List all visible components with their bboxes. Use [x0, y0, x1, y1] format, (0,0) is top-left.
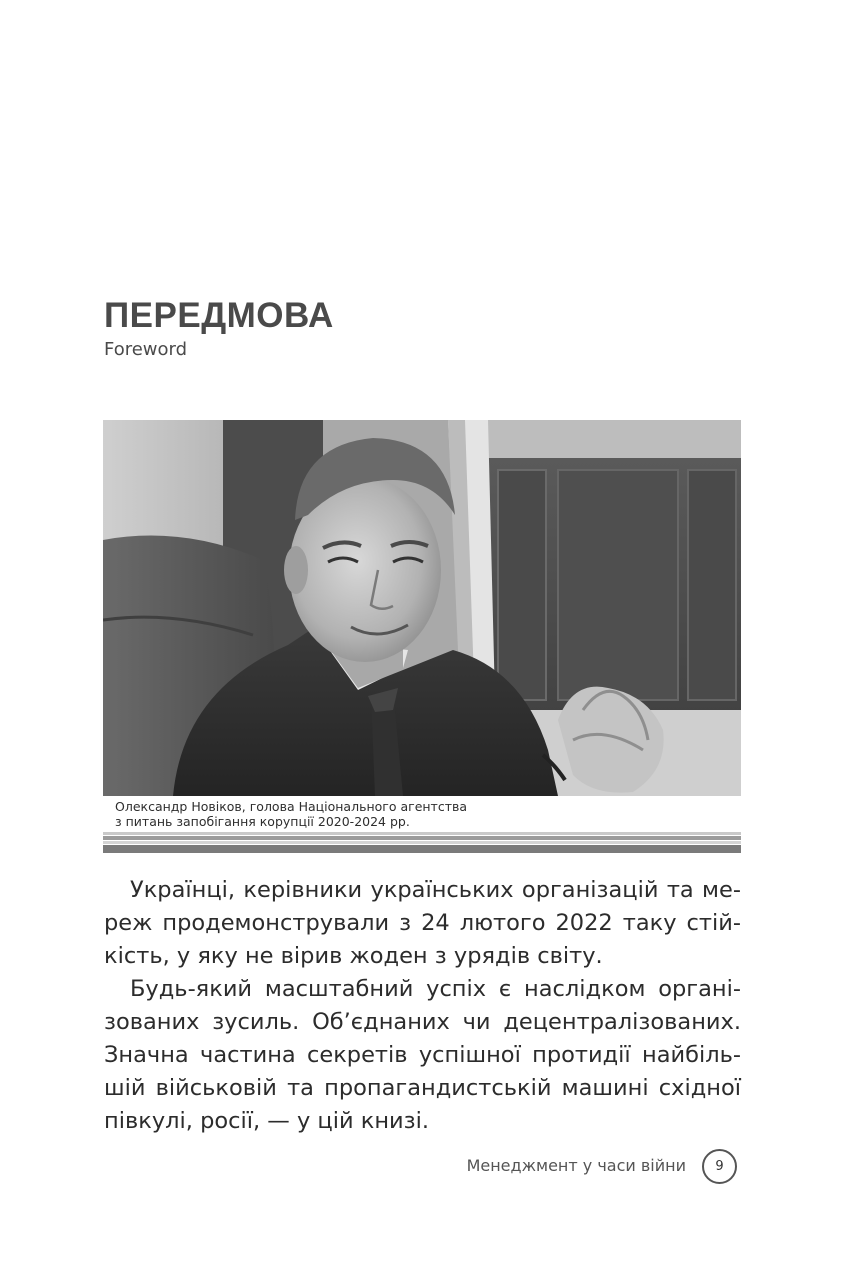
paragraph-2: [104, 973, 741, 1138]
decorative-rule: [103, 841, 741, 844]
caption-line-1: Олександр Новіков, голова Національного агентства: [115, 799, 468, 814]
decorative-rule: [103, 845, 741, 853]
paragraph-line: зованих зусиль. Об’єднаних чи децентралізованих.: [104, 1009, 741, 1035]
paragraph-1: [104, 874, 741, 973]
page-number-badge: [702, 1149, 737, 1184]
paragraph-line: шій військовій та пропагандистській машині східної: [104, 1075, 741, 1101]
decorative-rule: [103, 832, 741, 835]
paragraph-line: Українці, керівники українських організацій та ме-: [130, 877, 741, 903]
chapter-title: ПЕРЕДМОВА: [104, 296, 334, 335]
decorative-rule: [103, 836, 741, 840]
page-number: 9: [715, 1159, 724, 1174]
paragraph-line: реж продемонстрували з 24 лютого 2022 таку стій-: [104, 910, 741, 936]
paragraph-line: Будь-який масштабний успіх є наслідком органі-: [130, 976, 741, 1002]
caption-line-2: з питань запобігання корупції 2020-2024 рр.: [115, 814, 410, 829]
paragraph-line: кість, у яку не вірив жоден з урядів світу.: [104, 943, 603, 969]
chapter-subtitle: Foreword: [104, 339, 188, 360]
paragraph-line: півкулі, росії, — у цій книзі.: [104, 1108, 430, 1134]
portrait-photo: [103, 420, 741, 796]
photo-caption: [103, 796, 741, 832]
paragraph-line: Значна частина секретів успішної протидії найбіль-: [104, 1042, 741, 1068]
running-footer-title: Менеджмент у часи війни: [466, 1156, 686, 1175]
